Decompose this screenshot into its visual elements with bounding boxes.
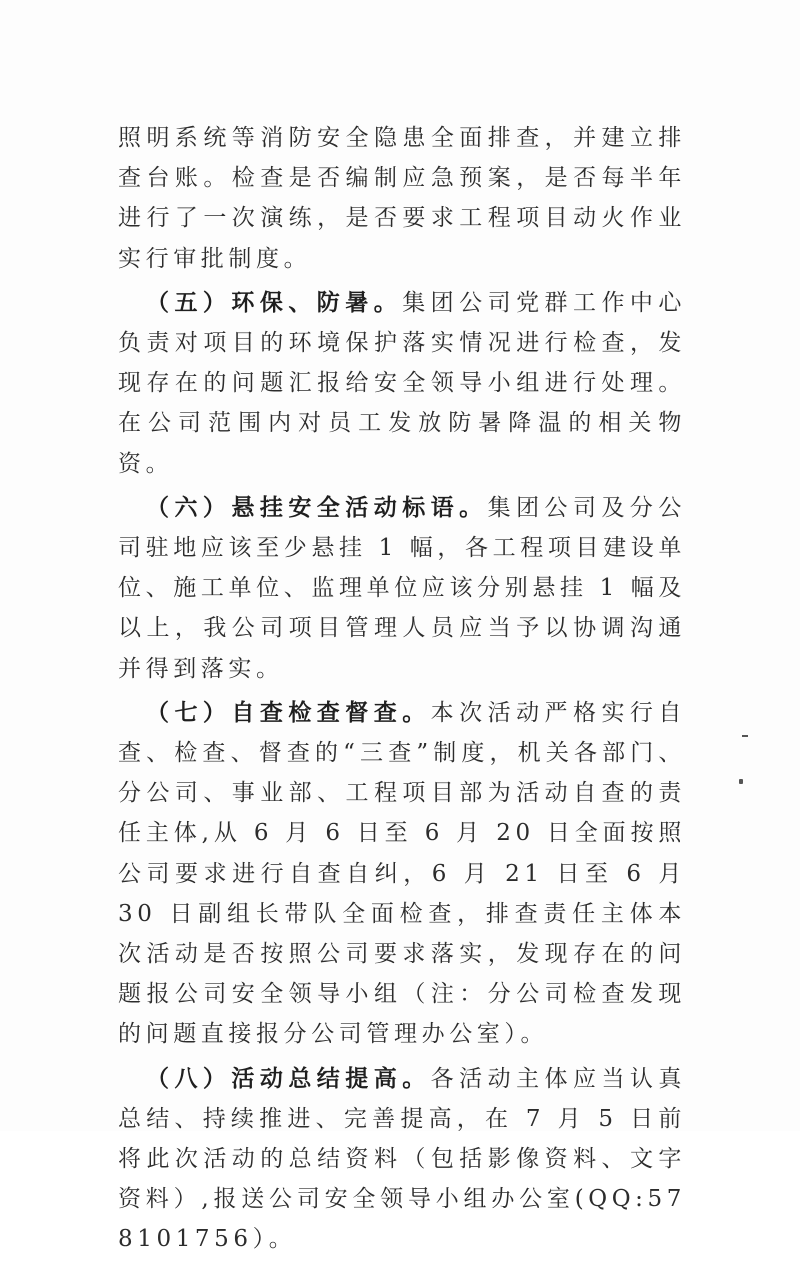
section-heading: 自查检查督查。	[231, 698, 431, 726]
section-number: （八）	[146, 1064, 232, 1092]
scan-artifact-dash	[742, 735, 748, 737]
paragraph-section-6	[118, 488, 686, 689]
paragraph-text: 集团公司及分公司驻地应该至少悬挂 1 幅，各工程项目建设单位、施工单位、监理单位应该分别悬挂 1 幅及以上，我公司项目管理人员应当予以协调沟通并得到落实。	[118, 494, 687, 682]
paragraph-text: 集团公司党群工作中心负责对项目的环境保护落实情况进行检查，发现存在的问题汇报给安全领导小组进行处理。在公司范围内对员工发放防暑降温的相关物资。	[118, 289, 686, 477]
paragraph-text: 各活动主体应当认真总结、持续推进、完善提高，在 7 月 5 日前将此次活动的总结资料（包括影像资料、文字资料）,报送公司安全领导小组办公室(QQ:578101756）。	[118, 1065, 686, 1253]
section-heading: 活动总结提高。	[231, 1064, 431, 1092]
section-heading: 环保、防暑。	[231, 288, 403, 316]
section-number: （五）	[146, 288, 232, 316]
document-body	[118, 118, 686, 1264]
scan-artifact-dot	[739, 779, 743, 784]
section-number: （七）	[146, 698, 232, 726]
paragraph-section-7	[118, 693, 686, 1055]
paragraph-text: 照明系统等消防安全隐患全面排查，并建立排查台账。检查是否编制应急预案，是否每半年进行了一次演练，是否要求工程项目动火作业实行审批制度。	[118, 125, 686, 272]
paragraph-section-5	[118, 283, 686, 484]
paragraph-fire-safety-continued	[118, 118, 686, 279]
paragraph-section-8	[118, 1059, 686, 1260]
section-heading: 悬挂安全活动标语。	[231, 493, 488, 521]
paragraph-text: 本次活动严格实行自查、检查、督查的“三查”制度，机关各部门、分公司、事业部、工程项目部为活动自查的责任主体,从 6 月 6 日至 6 月 20 日全面按照公司要求进行自查自纠，6 月 21 日至 6 月 30 日副组长带队全面检查，排查责任主体本次活动是否按照公司要求落实，发现存在的问题报公司安全领导小组（注：分公司检查发现的问题直接报分公司管理办公室）。	[118, 699, 686, 1048]
section-number: （六）	[146, 493, 232, 521]
